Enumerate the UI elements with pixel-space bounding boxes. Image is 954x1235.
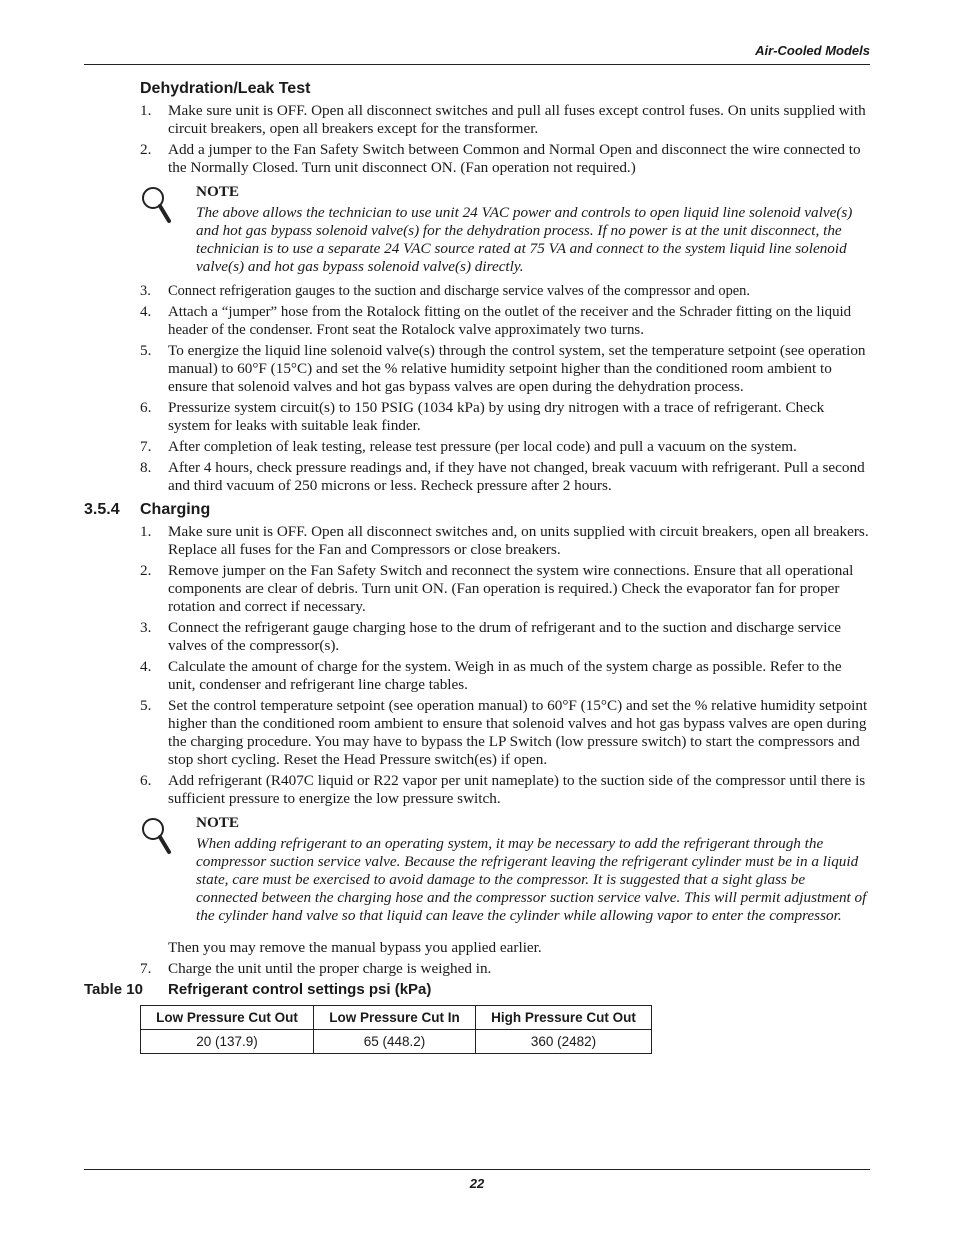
table-row [141, 1030, 652, 1054]
refrigerant-settings-table [140, 1005, 652, 1054]
list-item [84, 960, 870, 978]
table-header-cell: High Pressure Cut Out [476, 1006, 652, 1030]
note-text: The above allows the technician to use unit 24 VAC power and controls to open liquid line solenoid valve(s) and hot gas bypass solenoid valve(s) for the dehydration process. If no power is at the unit disconnect, the technician is to use a separate 24 VAC source rated at 75 VA and connect to the system liquid line solenoid valve(s) and hot gas bypass solenoid valve(s) directly. [196, 204, 853, 275]
step-text: Calculate the amount of charge for the system. Weigh in as much of the system charge as possible. Refer to the unit, condenser and refrigerant line charge tables. [168, 658, 842, 693]
step-number: 2. [140, 141, 152, 158]
table-header-cell: Low Pressure Cut Out [141, 1006, 314, 1030]
table-label: Table 10 [84, 981, 143, 998]
page-number: 22 [469, 1176, 485, 1191]
step-text: Set the control temperature setpoint (see operation manual) to 60°F (15°C) and set the % relative humidity setpoint higher than the conditioned room ambient to ensure that solenoid valves and hot gas bypass valves are open during the charging procedure. You may have to bypass the LP Switch (low pressure switch) to start the compressors and stop short cycling. Reset the Head Pressure switch(es) if open. [168, 697, 868, 768]
step-number: 7. [140, 960, 152, 977]
step-text: After completion of leak testing, release test pressure (per local code) and pull a vacuum on the system. [168, 438, 797, 455]
step-number: 7. [140, 438, 152, 455]
step-number: 5. [140, 342, 152, 359]
table-title: Refrigerant control settings psi (kPa) [168, 981, 432, 998]
step-number: 6. [140, 772, 152, 789]
list-item [84, 303, 870, 339]
list-item [84, 523, 870, 559]
then-text: Then you may remove the manual bypass you applied earlier. [168, 939, 542, 956]
step-text: Add refrigerant (R407C liquid or R22 vapor per unit nameplate) to the suction side of the compressor until there is sufficient pressure to energize the low pressure switch. [168, 772, 866, 807]
step-text: After 4 hours, check pressure readings and, if they have not changed, break vacuum with refrigerant. Pull a second and third vacuum of 250 microns or less. Recheck pressure after 2 hours. [168, 459, 865, 494]
table-header-row [141, 1006, 652, 1030]
step-number: 3. [140, 619, 152, 636]
step-text: Remove jumper on the Fan Safety Switch and reconnect the system wire connections. Ensure that all operational components are clear of debris. Turn unit ON. (Fan operation is required.) Check the evaporator fan for proper rotation and correct if necessary. [168, 562, 854, 615]
table-cell: 360 (2482) [476, 1030, 652, 1054]
list-item [84, 282, 870, 300]
step-text: Add a jumper to the Fan Safety Switch between Common and Normal Open and disconnect the wire connected to the Normally Closed. Turn unit disconnect ON. (Fan operation not required.) [168, 141, 861, 176]
list-item [84, 438, 870, 456]
list-item [84, 342, 870, 396]
charging-heading [84, 501, 870, 519]
footer-rule [84, 1169, 870, 1170]
table-cell: 20 (137.9) [141, 1030, 314, 1054]
dehydration-steps-a [84, 102, 870, 177]
note-title: NOTE [196, 814, 240, 831]
dehydration-heading: Dehydration/Leak Test [140, 80, 311, 97]
step-text: To energize the liquid line solenoid valve(s) through the control system, set the temperature setpoint (see operation manual) to 60°F (15°C) and set the % relative humidity setpoint higher than the conditioned room ambient to ensure that solenoid valves and hot gas bypass valves are open during the dehydration process. [168, 342, 866, 395]
section-number: 3.5.4 [84, 501, 120, 518]
table-header-cell: Low Pressure Cut In [314, 1006, 476, 1030]
step-number: 1. [140, 523, 152, 540]
dehydration-note [84, 183, 870, 276]
header-title: Air-Cooled Models [755, 43, 870, 58]
step-text: Make sure unit is OFF. Open all disconnect switches and pull all fuses except control fuses. On units supplied with circuit breakers, open all breakers except for the transformer. [168, 102, 866, 137]
list-item [84, 459, 870, 495]
table-caption [84, 981, 870, 998]
step-number: 4. [140, 658, 152, 675]
dehydration-steps-b [84, 282, 870, 495]
magnifier-icon [140, 816, 176, 856]
list-item [84, 772, 870, 808]
step-number: 3. [140, 283, 151, 299]
step-text: Connect refrigeration gauges to the suction and discharge service valves of the compressor and open. [168, 283, 750, 299]
list-item [84, 141, 870, 177]
charging-steps-b [84, 960, 870, 978]
list-item [84, 102, 870, 138]
header-rule [84, 64, 870, 65]
note-title: NOTE [196, 183, 240, 200]
note-text: When adding refrigerant to an operating system, it may be necessary to add the refrigerant through the compressor suction service valve. Because the refrigerant leaving the refrigerant cylinder must be in a liquid state, care must be exercised to avoid damage to the compressor. It is suggested that a sight glass be connected between the charging hose and the compressor suction service valve. This will permit adjustment of the cylinder hand valve so that liquid can leave the cylinder while allowing vapor to enter the compressor. [196, 835, 867, 924]
step-number: 4. [140, 304, 152, 320]
step-number: 6. [140, 399, 152, 416]
step-number: 8. [140, 459, 152, 476]
step-number: 5. [140, 697, 152, 714]
step-text: Connect the refrigerant gauge charging hose to the drum of refrigerant and to the suction and discharge service valves of the compressor(s). [168, 619, 841, 654]
step-text: Attach a “jumper” hose from the Rotalock fitting on the outlet of the receiver and the Schrader fitting on the liquid header of the condenser. Front seat the Rotalock valve approximately two turns. [168, 304, 852, 338]
table-cell: 65 (448.2) [314, 1030, 476, 1054]
step-text: Make sure unit is OFF. Open all disconnect switches and, on units supplied with circuit breakers, open all breakers. Replace all fuses for the Fan and Compressors or close breakers. [168, 523, 869, 558]
page-content [84, 80, 870, 1054]
magnifier-icon [140, 185, 176, 225]
list-item [84, 658, 870, 694]
charging-note [84, 814, 870, 925]
step-number: 1. [140, 102, 152, 119]
list-item [84, 697, 870, 769]
step-number: 2. [140, 562, 152, 579]
section-title: Charging [140, 501, 211, 518]
charging-steps-a [84, 523, 870, 808]
list-item [84, 619, 870, 655]
list-item [84, 399, 870, 435]
list-item [84, 562, 870, 616]
step-text: Pressurize system circuit(s) to 150 PSIG (1034 kPa) by using dry nitrogen with a trace of refrigerant. Check system for leaks with suitable leak finder. [168, 399, 825, 434]
step-text: Charge the unit until the proper charge is weighed in. [168, 960, 492, 977]
